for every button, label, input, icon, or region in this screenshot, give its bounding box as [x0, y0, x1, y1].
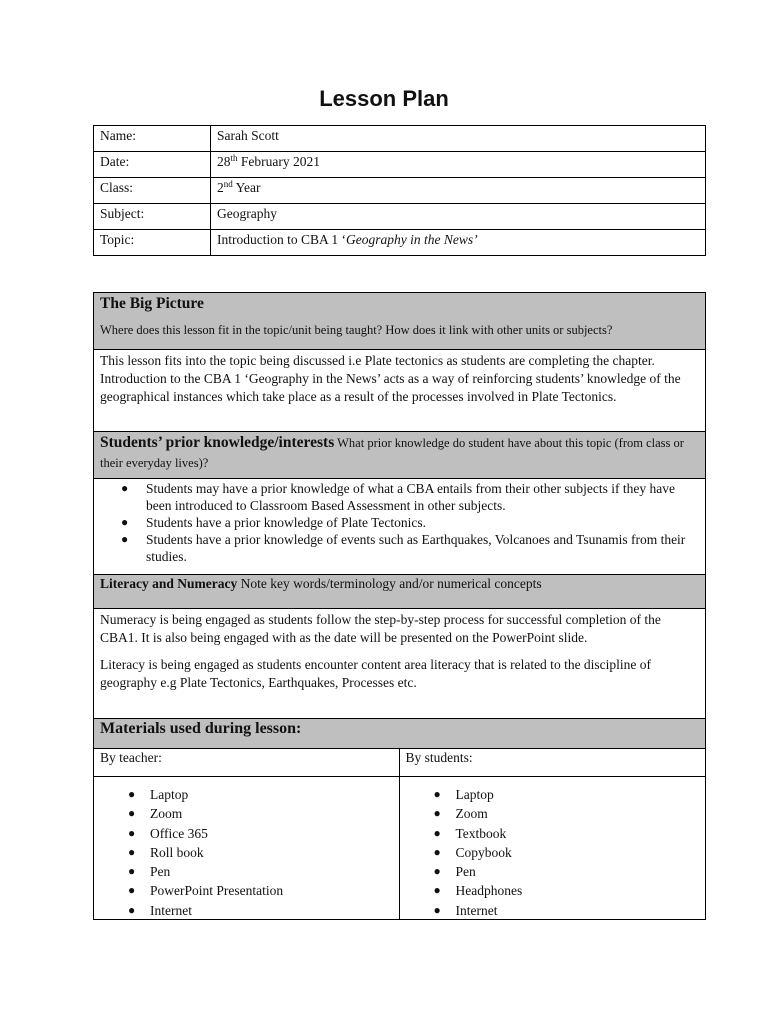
literacy-prompt: Note key words/terminology and/or numerical concepts — [237, 576, 542, 591]
bullet-icon: ● — [121, 515, 129, 529]
literacy-paragraph: Literacy is being engaged as students encounter content area literacy that is related to the discipline of geography e.g Plate Tectonics, Earthquakes, Processes etc. — [100, 657, 652, 690]
bullet-icon: ● — [433, 902, 441, 917]
list-item — [433, 804, 706, 823]
topic-label: Topic: — [94, 230, 211, 256]
list-item — [128, 843, 399, 862]
page-title: Lesson Plan — [319, 86, 449, 111]
list-item-text: Roll book — [150, 844, 204, 860]
subject-label: Subject: — [94, 204, 211, 230]
student-materials-body — [400, 777, 706, 919]
class-label: Class: — [94, 178, 211, 204]
bullet-icon: ● — [128, 864, 136, 879]
lesson-plan-sections — [93, 292, 706, 920]
list-item — [128, 862, 399, 881]
list-item — [433, 862, 706, 881]
topic-row — [94, 230, 706, 256]
list-item — [433, 843, 706, 862]
bullet-icon: ● — [433, 844, 441, 859]
list-item-text: Zoom — [455, 806, 488, 822]
date-rest: February 2021 — [237, 154, 320, 169]
materials-heading: Materials used during lesson: — [100, 720, 302, 737]
prior-knowledge-header — [94, 432, 705, 479]
list-item — [121, 514, 699, 531]
list-item — [128, 824, 399, 843]
list-item — [128, 804, 399, 823]
lesson-info-table — [93, 125, 706, 256]
list-item-text: Pen — [150, 864, 171, 880]
bullet-icon: ● — [128, 825, 136, 840]
list-item — [433, 785, 706, 804]
list-item-text: Office 365 — [150, 825, 208, 841]
student-materials-list — [400, 785, 706, 920]
prior-knowledge-prompt: What prior knowledge do student have about this topic (from class or their everyday lives)? — [100, 436, 684, 470]
big-picture-heading: The Big Picture — [100, 295, 204, 312]
list-item — [121, 531, 699, 565]
teacher-materials-list — [94, 785, 399, 920]
materials-grid — [94, 749, 705, 919]
topic-value — [211, 230, 706, 256]
subject-row — [94, 204, 706, 230]
list-item-text: Internet — [455, 902, 498, 918]
literacy-heading: Literacy and Numeracy — [100, 576, 238, 591]
bullet-icon: ● — [128, 806, 136, 821]
bullet-icon: ● — [433, 806, 441, 821]
prior-knowledge-body — [94, 479, 705, 575]
name-label: Name: — [94, 126, 211, 152]
bullet-icon: ● — [433, 883, 441, 898]
big-picture-body: This lesson fits into the topic being discussed i.e Plate tectonics as students are completing the chapter. Introduction to the CBA 1 ‘Geography in the News’ acts as a way of reinforcing students’ knowledge of the geographical instances which take place as a result of the processes involved in Plate Tectonics. — [94, 350, 705, 432]
bullet-icon: ● — [433, 825, 441, 840]
class-num: 2 — [217, 180, 224, 195]
list-item-text: Textbook — [455, 825, 507, 841]
class-value — [211, 178, 706, 204]
list-item — [128, 901, 399, 920]
teacher-materials-label: By teacher: — [94, 749, 399, 777]
class-suffix: nd — [223, 179, 233, 189]
prior-knowledge-list — [100, 480, 699, 565]
numeracy-paragraph: Numeracy is being engaged as students follow the step-by-step process for successful completion of the CBA1. It is also being engaged with as the date will be presented on the PowerPoint slide. — [100, 612, 661, 645]
list-item-text: PowerPoint Presentation — [150, 883, 284, 899]
big-picture-prompt: Where does this lesson fit in the topic/unit being taught? How does it link with other units or subjects? — [100, 323, 613, 337]
list-item-text: Students have a prior knowledge of Plate Tectonics. — [146, 515, 426, 530]
list-item-text: Laptop — [455, 787, 494, 802]
date-row — [94, 152, 706, 178]
list-item-text: Pen — [455, 864, 476, 880]
date-day: 28 — [217, 154, 231, 169]
literacy-header — [94, 575, 705, 609]
bullet-icon: ● — [128, 883, 136, 898]
student-materials-column — [400, 749, 706, 919]
class-row — [94, 178, 706, 204]
list-item-text: Internet — [150, 902, 192, 918]
bullet-icon: ● — [128, 902, 136, 917]
student-materials-label: By students: — [400, 749, 706, 777]
list-item — [128, 881, 399, 900]
teacher-materials-column — [94, 749, 400, 919]
literacy-body — [94, 609, 705, 719]
topic-italic: Geography in the News’ — [346, 232, 478, 247]
date-label: Date: — [94, 152, 211, 178]
list-item-text: Laptop — [150, 787, 189, 802]
list-item-text: Zoom — [150, 806, 183, 822]
date-value — [211, 152, 706, 178]
materials-header — [94, 719, 705, 749]
list-item-text: Headphones — [455, 883, 523, 899]
bullet-icon: ● — [121, 532, 129, 546]
list-item-text: Students have a prior knowledge of events such as Earthquakes, Volcanoes and Tsunamis from their studies. — [146, 532, 686, 564]
list-item — [128, 785, 399, 804]
list-item — [433, 824, 706, 843]
prior-knowledge-heading: Students’ prior knowledge/interests — [100, 434, 335, 451]
list-item-text: Students may have a prior knowledge of what a CBA entails from their other subjects if they have been introduced to Classroom Based Assessment in other subjects. — [146, 481, 675, 513]
name-value: Sarah Scott — [211, 126, 706, 152]
bullet-icon: ● — [433, 864, 441, 879]
bullet-icon: ● — [121, 481, 129, 495]
list-item — [433, 901, 706, 920]
teacher-materials-body — [94, 777, 399, 919]
name-row — [94, 126, 706, 152]
big-picture-header — [94, 293, 705, 350]
bullet-icon: ● — [128, 787, 136, 801]
bullet-icon: ● — [128, 844, 136, 859]
subject-value: Geography — [211, 204, 706, 230]
list-item — [433, 881, 706, 900]
class-rest: Year — [232, 180, 261, 195]
list-item-text: Copybook — [455, 844, 512, 860]
bullet-icon: ● — [433, 787, 441, 801]
date-suffix: th — [230, 153, 238, 163]
topic-prefix: Introduction to CBA 1 ‘ — [217, 232, 346, 247]
list-item — [121, 480, 699, 514]
